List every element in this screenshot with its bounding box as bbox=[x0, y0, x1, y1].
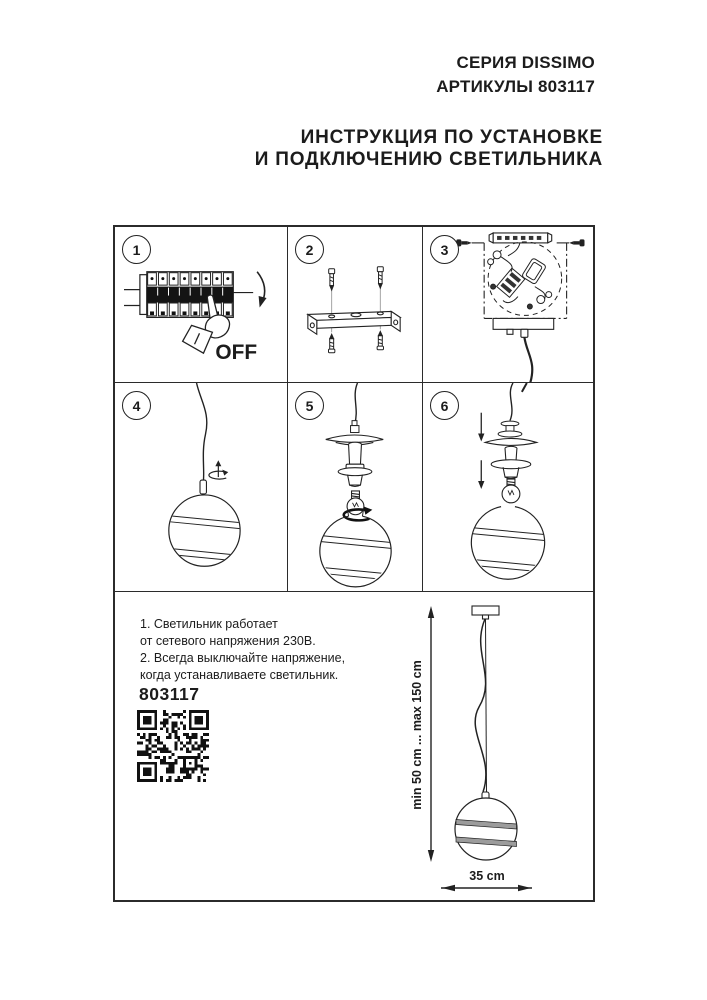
step-number-badge bbox=[122, 235, 151, 264]
dimension-drawing bbox=[395, 592, 593, 900]
turn-off-arrow-icon bbox=[257, 272, 266, 308]
step-number: 1 bbox=[132, 241, 141, 258]
side-screw-icon bbox=[557, 239, 585, 246]
shade-disc bbox=[485, 438, 537, 445]
step-number-badge bbox=[295, 391, 324, 420]
step-number: 2 bbox=[305, 241, 314, 258]
glass-globe bbox=[169, 495, 240, 566]
step-number: 6 bbox=[440, 397, 449, 414]
step-number: 5 bbox=[305, 397, 314, 414]
cable-mark bbox=[522, 383, 527, 392]
safety-notes bbox=[140, 616, 345, 684]
breaker-panel bbox=[140, 272, 233, 318]
width-dimension bbox=[441, 869, 532, 891]
wiring-detail bbox=[488, 243, 552, 309]
cord-connector bbox=[200, 480, 206, 494]
instruction-title-line2: И ПОДКЛЮЧЕНИЮ СВЕТИЛЬНИКА bbox=[254, 149, 603, 170]
height-range-label: min 50 cm ... max 150 cm bbox=[410, 660, 424, 810]
diameter-label: 35 cm bbox=[469, 869, 505, 883]
wall-anchor-icon bbox=[328, 334, 334, 352]
qr-code-icon bbox=[137, 710, 209, 782]
instruction-title bbox=[255, 127, 603, 171]
step-panel-4 bbox=[115, 383, 288, 592]
canopy-base bbox=[493, 318, 554, 337]
globe-bands bbox=[471, 528, 544, 573]
steps-grid bbox=[113, 225, 595, 902]
step-panel-2 bbox=[288, 227, 423, 383]
down-arrow-icon bbox=[478, 460, 484, 489]
pendant-cord bbox=[197, 383, 207, 480]
side-screw-icon bbox=[456, 239, 484, 246]
bracket-body bbox=[308, 311, 400, 334]
cord-grip bbox=[498, 421, 522, 437]
spiral-cord bbox=[475, 619, 486, 792]
articles-line: АРТИКУЛЫ 803117 bbox=[436, 77, 595, 96]
cord-grip bbox=[351, 421, 359, 433]
note-line: от сетевого напряжения 230В. bbox=[140, 634, 316, 648]
rotate-arrow-icon bbox=[209, 460, 228, 479]
mounting-strip bbox=[489, 233, 552, 243]
step-number: 3 bbox=[440, 241, 449, 258]
screw-icon bbox=[377, 267, 383, 288]
step-panel-1 bbox=[115, 227, 288, 383]
step-number: 4 bbox=[132, 397, 141, 414]
article-number: 803117 bbox=[139, 684, 200, 704]
socket-body bbox=[491, 446, 531, 478]
pendant-cord bbox=[510, 383, 513, 421]
light-bulb-icon bbox=[502, 479, 520, 503]
off-label: OFF bbox=[215, 341, 258, 365]
down-arrow-icon bbox=[478, 413, 484, 442]
step-panel-6 bbox=[423, 383, 593, 592]
step-panel-5 bbox=[288, 383, 423, 592]
step-number-badge bbox=[430, 391, 459, 420]
socket-body bbox=[338, 442, 372, 486]
pendant-cord bbox=[355, 383, 358, 425]
series-title: СЕРИЯ DISSIMO bbox=[456, 53, 595, 72]
wall-anchor-icon bbox=[377, 331, 383, 349]
globe-bands bbox=[320, 536, 391, 581]
height-dimension bbox=[410, 606, 434, 862]
ceiling-canopy bbox=[472, 606, 499, 619]
note-line: 2. Всегда выключайте напряжение, bbox=[140, 651, 346, 665]
pendant-cable bbox=[524, 337, 532, 382]
instruction-title-line1: ИНСТРУКЦИЯ ПО УСТАНОВКЕ bbox=[300, 127, 603, 148]
note-line: когда устанавливаете светильник. bbox=[140, 668, 339, 682]
glass-globe bbox=[455, 798, 517, 860]
screw-icon bbox=[329, 269, 335, 290]
step-number-badge bbox=[122, 391, 151, 420]
step-number-badge bbox=[295, 235, 324, 264]
step-panel-3 bbox=[423, 227, 593, 383]
note-line: 1. Светильник работает bbox=[140, 617, 278, 631]
step-number-badge bbox=[430, 235, 459, 264]
info-panel bbox=[115, 592, 593, 900]
header bbox=[254, 51, 603, 171]
